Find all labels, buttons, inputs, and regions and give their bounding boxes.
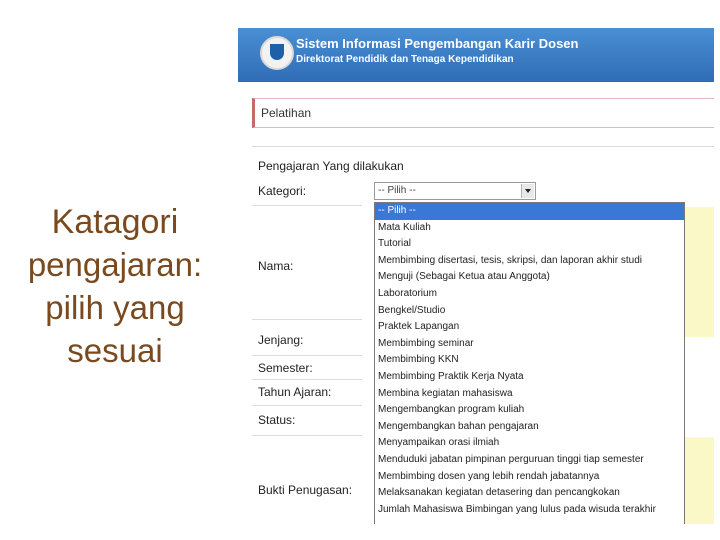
dropdown-option[interactable]: Membimbing KKN — [378, 354, 459, 366]
nama-field[interactable] — [682, 207, 714, 337]
app-header — [238, 28, 714, 82]
dropdown-option[interactable]: Menyampaikan orasi ilmiah — [378, 437, 500, 449]
dropdown-option[interactable]: Mengembangkan bahan pengajaran — [378, 420, 539, 432]
dropdown-option[interactable]: Mengembangkan program kuliah — [378, 404, 525, 416]
slide-caption — [10, 200, 220, 373]
kategori-dropdown-list[interactable] — [374, 202, 685, 524]
row-divider — [252, 435, 362, 436]
caption-line-4: sesuai — [67, 331, 163, 369]
dropdown-option[interactable]: Melaksanakan kegiatan detasering dan pencangkokan — [378, 487, 620, 499]
row-divider — [252, 405, 362, 406]
dropdown-option[interactable]: Menguji (Sebagai Ketua atau Anggota) — [378, 271, 550, 283]
section-title: Pengajaran Yang dilakukan — [258, 159, 404, 173]
caption-line-3: pilih yang — [45, 289, 185, 327]
caption-line-2: pengajaran: — [27, 246, 203, 284]
bukti-field[interactable] — [682, 437, 714, 524]
dropdown-option[interactable]: -- Pilih -- — [375, 203, 684, 220]
status-label: Status: — [258, 413, 296, 427]
row-divider — [252, 355, 362, 356]
dropdown-option[interactable]: Praktek Lapangan — [378, 321, 460, 333]
dropdown-option[interactable]: Membimbing disertasi, tesis, skripsi, dan laporan akhir studi — [378, 254, 642, 266]
dropdown-option[interactable]: Menduduki jabatan pimpinan perguruan tinggi tiap semester — [378, 453, 644, 465]
app-title: Sistem Informasi Pengembangan Karir Dosen — [296, 36, 579, 51]
caption-line-1: Katagori — [51, 203, 179, 241]
chevron-down-icon[interactable] — [521, 184, 534, 198]
semester-label: Semester: — [258, 361, 313, 375]
dropdown-option[interactable]: Bengkel/Studio — [378, 304, 446, 316]
kategori-select-value: -- Pilih -- — [378, 185, 416, 196]
dropdown-option[interactable]: Jumlah Mahasiswa Bimbingan yang lulus pada wisuda terakhir — [378, 503, 656, 515]
tahun-ajaran-label: Tahun Ajaran: — [258, 385, 332, 399]
teaching-form-panel — [252, 146, 714, 524]
app-screenshot — [238, 28, 714, 524]
dropdown-option[interactable]: Laboratorium — [378, 287, 437, 299]
kategori-select[interactable] — [374, 182, 536, 200]
app-subtitle: Direktorat Pendidik dan Tenaga Kependidikan — [296, 54, 514, 65]
dropdown-option[interactable]: Tutorial — [378, 238, 411, 250]
jenjang-label: Jenjang: — [258, 333, 304, 347]
row-divider — [252, 319, 362, 320]
nama-label: Nama: — [258, 259, 294, 273]
row-divider — [252, 205, 362, 206]
ministry-logo-icon — [260, 36, 294, 70]
dropdown-option[interactable]: Membina kegiatan mahasiswa — [378, 387, 513, 399]
row-divider — [252, 379, 362, 380]
dropdown-option[interactable]: Membimbing seminar — [378, 337, 474, 349]
tab-pelatihan[interactable] — [252, 98, 714, 128]
tab-label: Pelatihan — [261, 106, 312, 120]
bukti-penugasan-label: Bukti Penugasan: — [258, 483, 353, 497]
kategori-label: Kategori: — [258, 184, 307, 198]
dropdown-option[interactable]: Membimbing dosen yang lebih rendah jabatannya — [378, 470, 600, 482]
dropdown-option[interactable]: Membimbing Praktik Kerja Nyata — [378, 370, 524, 382]
dropdown-option[interactable]: Mata Kuliah — [378, 221, 431, 233]
